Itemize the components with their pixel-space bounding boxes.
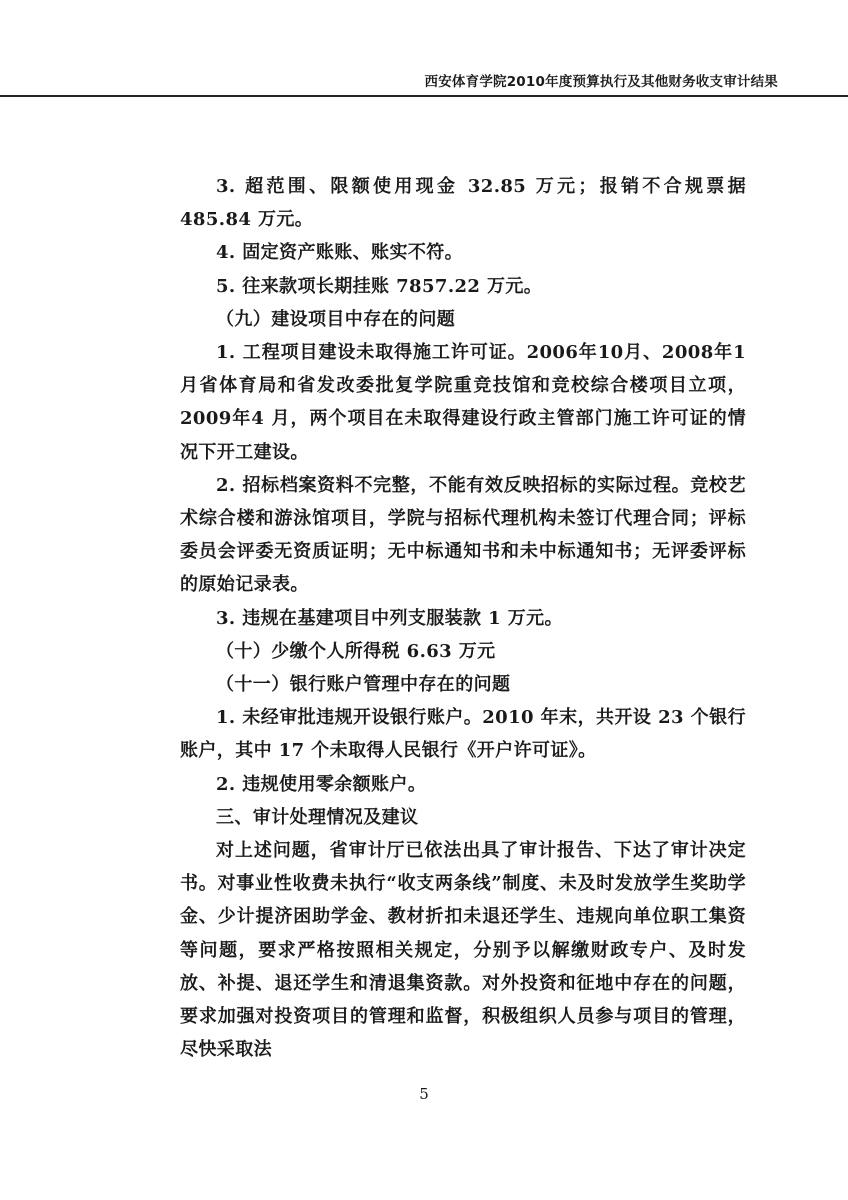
document-body: [180, 170, 746, 1066]
paragraph-construction-permit: 1. 工程项目建设未取得施工许可证。2006年10月、2008年1月省体育局和省发改委批复学院重竞技馆和竞校综合楼项目立项，2009年4 月，两个项目在未取得建设行政主管部门施工许可证的情况下开工建设。: [180, 342, 746, 463]
paragraph-unapproved-accounts: 1. 未经审批违规开设银行账户。2010 年末，共开设 23 个银行账户，其中 17 个未取得人民银行《开户许可证》。: [180, 707, 746, 762]
section-heading-audit-handling: 三、审计处理情况及建议: [216, 806, 419, 828]
paragraph-3-cash-limit: 3. 超范围、限额使用现金 32.85 万元；报销不合规票据 485.84 万元。: [180, 176, 746, 231]
paragraph-5-long-term-accounts: 5. 往来款项长期挂账 7857.22 万元。: [216, 275, 543, 297]
paragraph-bidding-archive: 2. 招标档案资料不完整，不能有效反映招标的实际过程。竞校艺术综合楼和游泳馆项目，学院与招标代理机构未签订代理合同；评标委员会评委无资质证明；无中标通知书和未中标通知书；无评委评标的原始记录表。: [180, 474, 746, 596]
paragraph-4-fixed-assets: 4. 固定资产账账、账实不符。: [216, 242, 464, 264]
header-divider: [0, 95, 848, 97]
paragraph-zero-balance-account: 2. 违规使用零余额账户。: [216, 773, 427, 795]
paragraph-clothing-expense: 3. 违规在基建项目中列支服装款 1 万元。: [216, 607, 563, 629]
section-heading-construction: （九）建设项目中存在的问题: [216, 308, 456, 330]
section-heading-bank-accounts: （十一）银行账户管理中存在的问题: [216, 674, 511, 696]
page-number: 5: [419, 1085, 429, 1103]
paragraph-audit-recommendations: 对上述问题，省审计厅已依法出具了审计报告、下达了审计决定书。对事业性收费未执行“收支两条线”制度、未及时发放学生奖助学金、少计提济困助学金、教材折扣未退还学生、违规向单位职工集资等问题，要求严格按照相关规定，分别予以解缴财政专户、及时发放、补提、退还学生和清退集资款。对外投资和征地中存在的问题，要求加强对投资项目的管理和监督，积极组织人员参与项目的管理，尽快采取法: [180, 840, 746, 1061]
document-header-title: 西安体育学院2010年度预算执行及其他财务收支审计结果: [424, 74, 778, 90]
section-heading-income-tax: （十）少缴个人所得税 6.63 万元: [216, 640, 496, 662]
